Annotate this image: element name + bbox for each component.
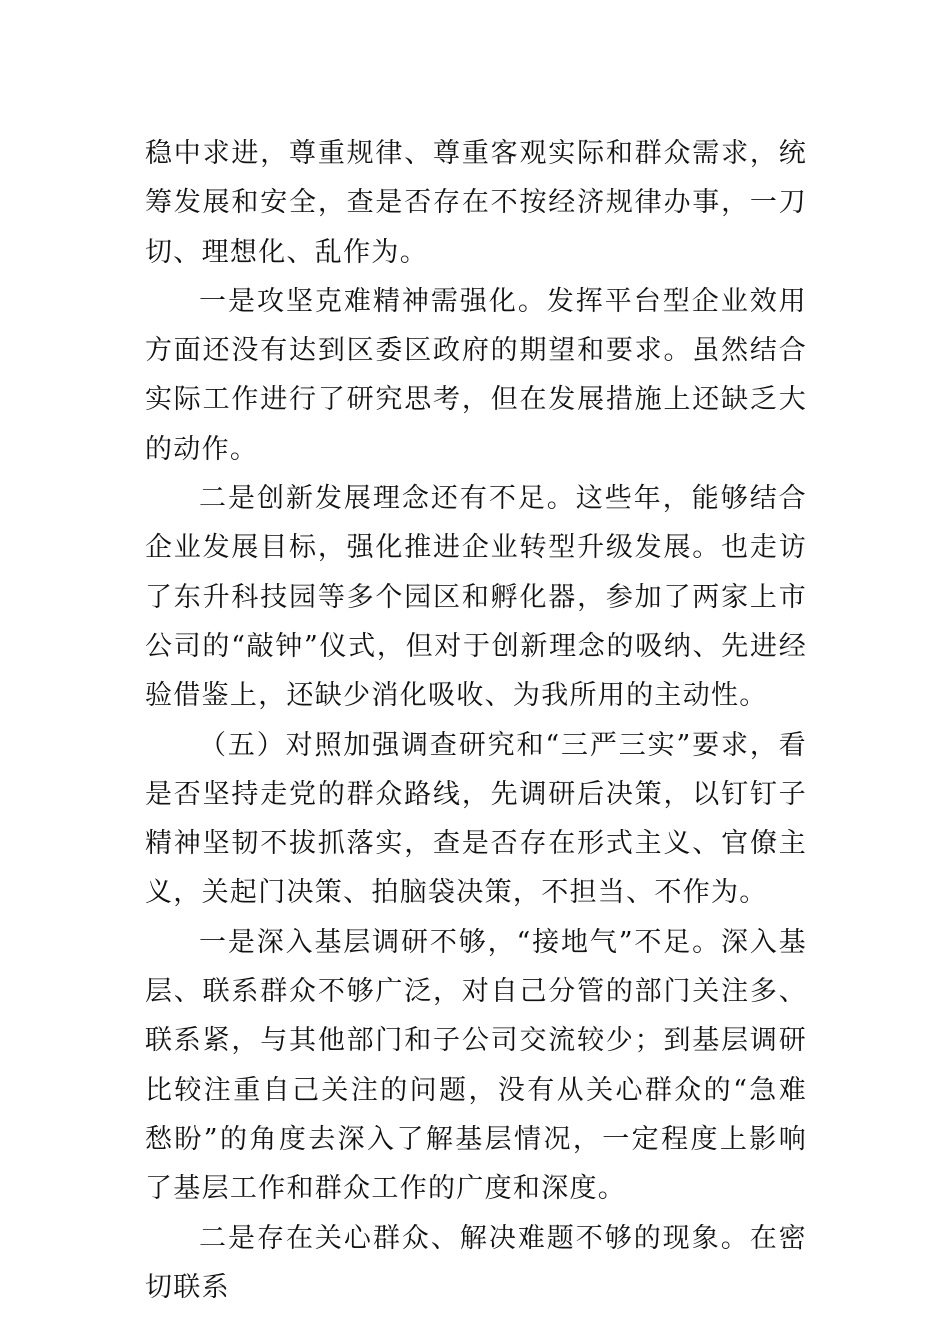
paragraph-point-two-innovation: 二是创新发展理念还有不足。这些年，能够结合企业发展目标，强化推进企业转型升级发展。也走访了东升科技园等多个园区和孵化器，参加了两家上市公司的“敲钟”仪式，但对于创新理念的吸纳、先进经验借鉴上，还缺少消化吸收、为我所用的主动性。 xyxy=(145,483,807,712)
paragraph-section-five-heading: （五）对照加强调查研究和“三严三实”要求，看是否坚持走党的群众路线，先调研后决策，以钉钉子精神坚韧不拔抓落实，查是否存在形式主义、官僚主义，关起门决策、拍脑袋决策，不担当、不作为。 xyxy=(145,729,807,909)
paragraph-point-two-masses: 二是存在关心群众、解决难题不够的现象。在密切联系 xyxy=(145,1222,807,1303)
paragraph-point-one-grassroots: 一是深入基层调研不够，“接地气”不足。深入基层、联系群众不够广泛，对自己分管的部门关注多、联系紧，与其他部门和子公司交流较少；到基层调研比较注重自己关注的问题，没有从关心群众的“急难愁盼”的角度去深入了解基层情况，一定程度上影响了基层工作和群众工作的广度和深度。 xyxy=(145,926,807,1205)
paragraph-continuation: 稳中求进，尊重规律、尊重客观实际和群众需求，统筹发展和安全，查是否存在不按经济规律办事，一刀切、理想化、乱作为。 xyxy=(145,138,807,268)
paragraph-point-one-hardship: 一是攻坚克难精神需强化。发挥平台型企业效用方面还没有达到区委区政府的期望和要求。虽然结合实际工作进行了研究思考，但在发展措施上还缺乏大的动作。 xyxy=(145,285,807,465)
document-body xyxy=(145,129,807,1312)
